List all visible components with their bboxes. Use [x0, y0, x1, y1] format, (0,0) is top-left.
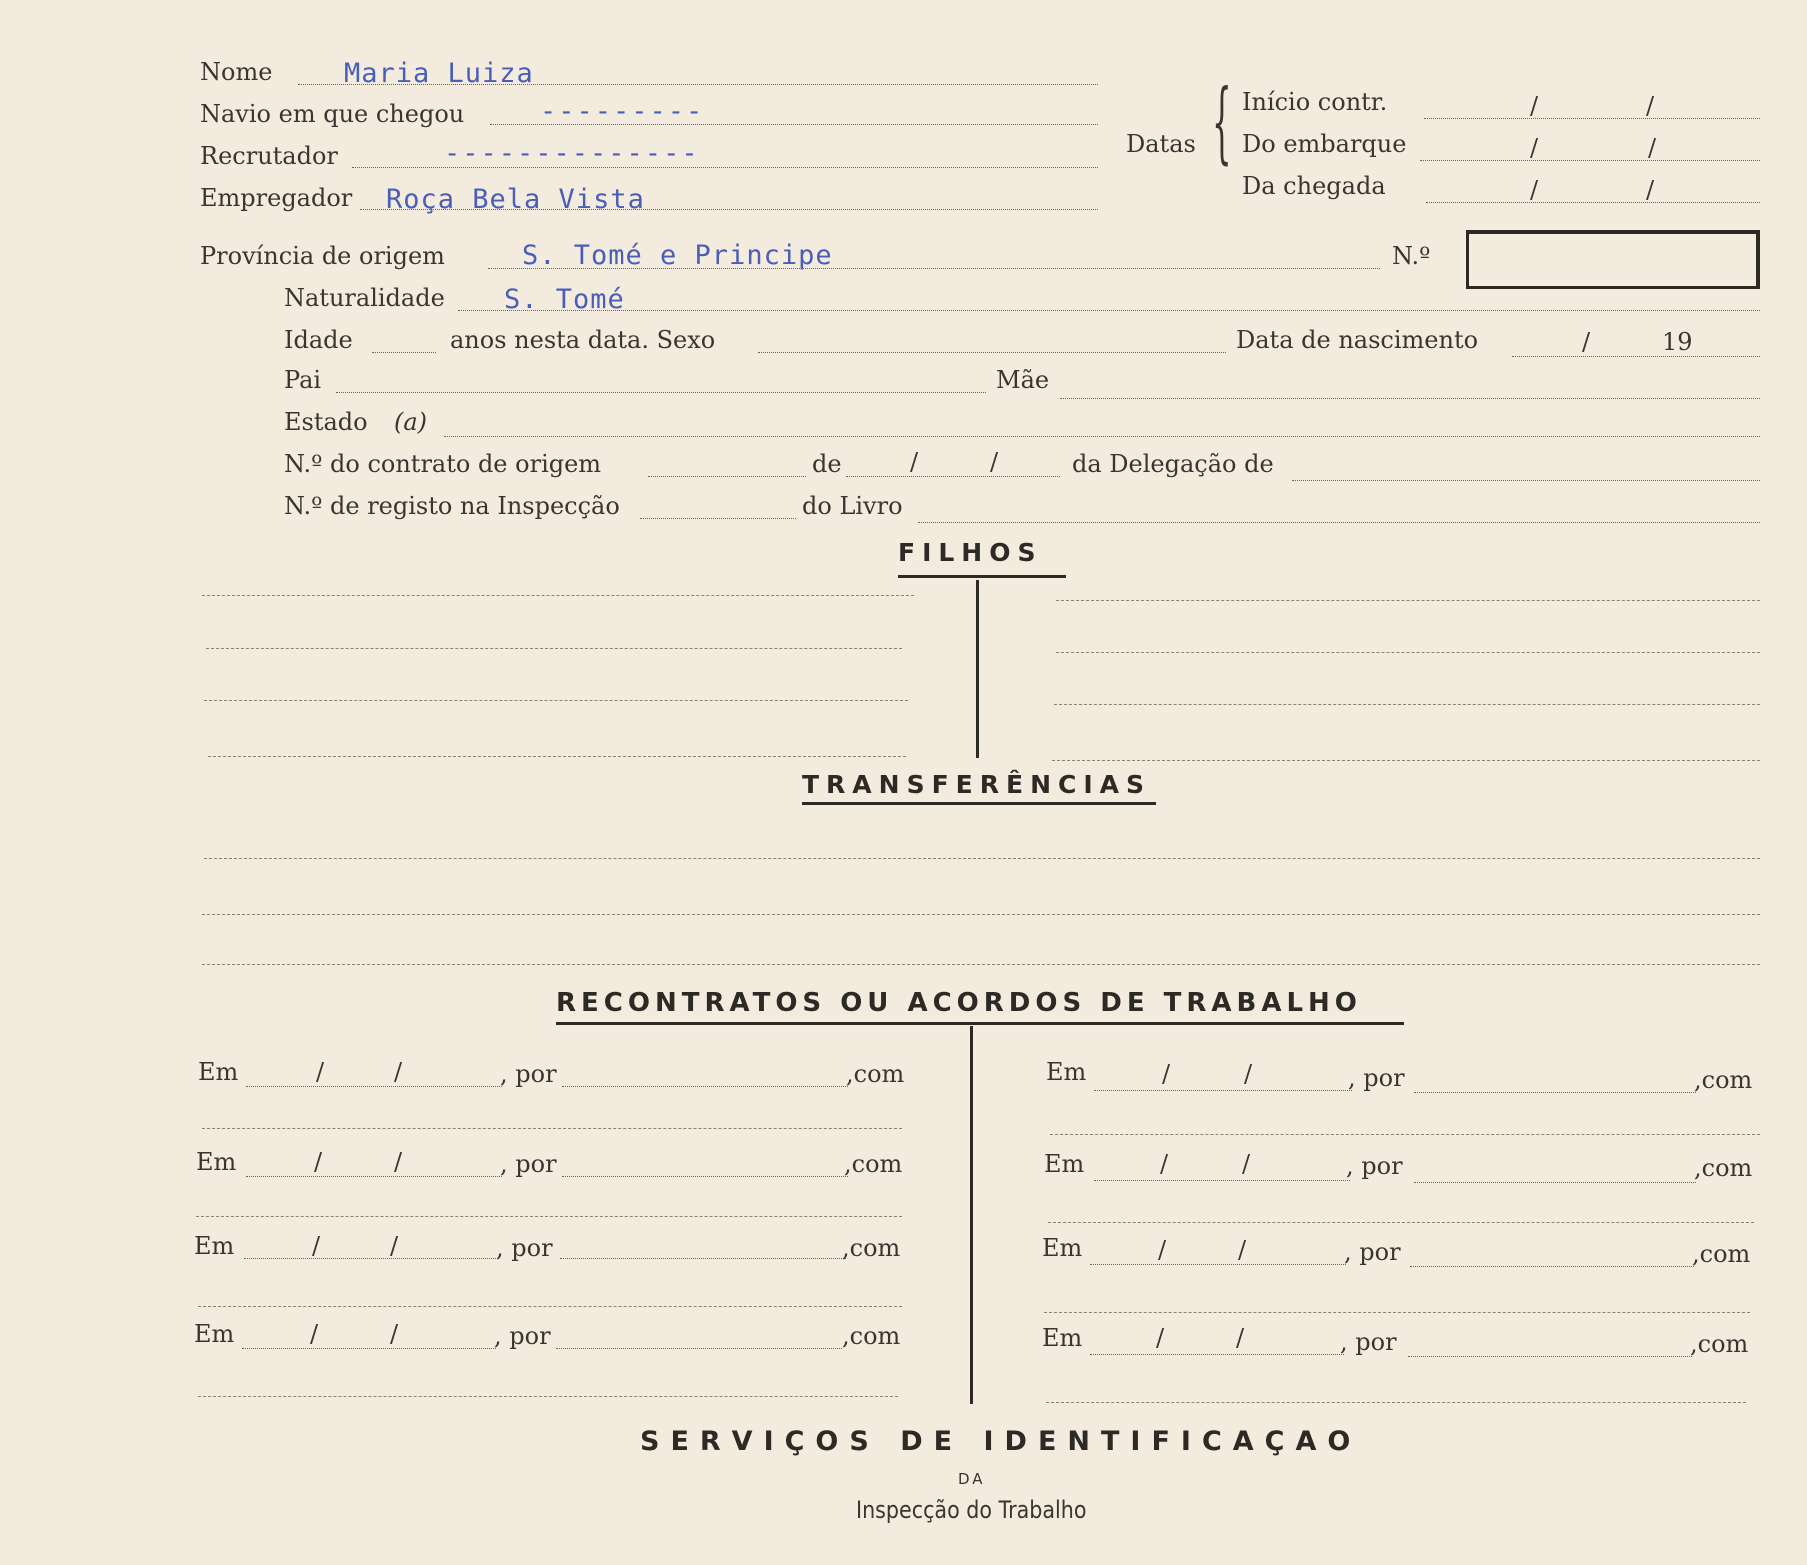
naturalidade-line: [458, 310, 1760, 311]
transferencia-line-3[interactable]: [202, 964, 1760, 965]
inicio-slash-1: /: [1530, 92, 1539, 120]
com-line[interactable]: [198, 1306, 902, 1307]
em-label: Em: [198, 1058, 239, 1086]
em-label: Em: [194, 1320, 235, 1348]
por-label: , por: [1348, 1064, 1405, 1092]
com-label: ,com: [842, 1234, 901, 1262]
contrato-line[interactable]: [648, 476, 806, 477]
em-label: Em: [1044, 1150, 1085, 1178]
em-slash-1: /: [316, 1058, 325, 1086]
em-label: Em: [1046, 1058, 1087, 1086]
recrutador-value[interactable]: --------------: [444, 138, 700, 169]
filho-line-left-3[interactable]: [204, 700, 908, 701]
por-line[interactable]: [1410, 1266, 1694, 1267]
numero-label: N.º: [1392, 242, 1431, 270]
naturalidade-value[interactable]: S. Tomé: [504, 284, 625, 315]
por-label: , por: [1340, 1328, 1397, 1356]
por-label: , por: [500, 1060, 557, 1088]
em-date-line[interactable]: [244, 1258, 498, 1259]
estado-note: (a): [394, 408, 428, 436]
com-label: ,com: [844, 1150, 903, 1178]
filho-line-right-4[interactable]: [1052, 760, 1760, 761]
por-line[interactable]: [562, 1176, 848, 1177]
com-line[interactable]: [1046, 1402, 1746, 1403]
inicio-line[interactable]: [1424, 118, 1760, 119]
em-date-line[interactable]: [1094, 1180, 1350, 1181]
filho-line-right-2[interactable]: [1056, 652, 1760, 653]
livro-label: do Livro: [802, 492, 903, 520]
filhos-divider: [976, 580, 979, 758]
em-slash-1: /: [1156, 1324, 1165, 1352]
com-line[interactable]: [1048, 1222, 1754, 1223]
em-slash-1: /: [314, 1148, 323, 1176]
chegada-label: Da chegada: [1242, 172, 1386, 200]
com-line[interactable]: [196, 1216, 902, 1217]
recontratos-heading: RECONTRATOS OU ACORDOS DE TRABALHO: [556, 988, 1362, 1018]
chegada-slash-1: /: [1530, 176, 1539, 204]
nascimento-19: 19: [1662, 328, 1693, 356]
com-line[interactable]: [202, 1128, 902, 1129]
recontratos-divider: [970, 1026, 973, 1404]
por-label: , por: [500, 1150, 557, 1178]
em-slash-1: /: [1160, 1150, 1169, 1178]
chegada-line[interactable]: [1426, 202, 1760, 203]
nascimento-label: Data de nascimento: [1236, 326, 1479, 354]
delegacao-label: da Delegação de: [1072, 450, 1274, 478]
em-slash-1: /: [1162, 1060, 1171, 1088]
idade-line[interactable]: [372, 352, 436, 353]
em-label: Em: [1042, 1324, 1083, 1352]
em-date-line[interactable]: [246, 1176, 502, 1177]
por-line[interactable]: [1408, 1356, 1692, 1357]
por-line[interactable]: [560, 1258, 846, 1259]
em-slash-2: /: [394, 1148, 403, 1176]
por-label: , por: [1346, 1152, 1403, 1180]
em-slash-1: /: [310, 1320, 319, 1348]
contrato-slash-1: /: [910, 448, 919, 476]
filho-line-left-1[interactable]: [202, 595, 914, 596]
filhos-underline: [898, 575, 1066, 578]
contrato-de-label: de: [812, 450, 842, 478]
numero-box[interactable]: [1466, 230, 1760, 289]
naturalidade-label: Naturalidade: [284, 284, 445, 312]
em-slash-2: /: [394, 1058, 403, 1086]
delegacao-line[interactable]: [1292, 480, 1760, 481]
em-label: Em: [194, 1232, 235, 1260]
inspeccao-label: Inspecção do Trabalho: [856, 1496, 1087, 1524]
contrato-date-line[interactable]: [846, 476, 1060, 477]
em-slash-1: /: [312, 1232, 321, 1260]
com-line[interactable]: [1050, 1134, 1760, 1135]
empregador-label: Empregador: [200, 184, 353, 212]
transferencia-line-1[interactable]: [204, 858, 1760, 859]
nome-value[interactable]: Maria Luiza: [344, 58, 534, 89]
datas-label: Datas: [1126, 130, 1196, 158]
inicio-slash-2: /: [1646, 92, 1655, 120]
recontratos-underline: [556, 1022, 1404, 1025]
com-label: ,com: [846, 1060, 905, 1088]
provincia-label: Província de origem: [200, 242, 445, 270]
embarque-label: Do embarque: [1242, 130, 1407, 158]
filho-line-right-1[interactable]: [1056, 600, 1760, 601]
em-slash-2: /: [1238, 1236, 1247, 1264]
navio-value[interactable]: ---------: [540, 96, 705, 127]
por-line[interactable]: [1414, 1182, 1696, 1183]
provincia-value[interactable]: S. Tomé e Principe: [522, 240, 833, 271]
registo-label: N.º de registo na Inspecção: [284, 492, 620, 520]
com-label: ,com: [842, 1322, 901, 1350]
anos-sexo-label: anos nesta data. Sexo: [450, 326, 716, 354]
recrutador-label: Recrutador: [200, 142, 338, 170]
embarque-line[interactable]: [1420, 160, 1760, 161]
em-date-line[interactable]: [1094, 1090, 1352, 1091]
nascimento-slash: /: [1582, 328, 1591, 356]
da-label: DA: [958, 1470, 986, 1488]
em-slash-2: /: [390, 1232, 399, 1260]
transferencias-underline: [802, 802, 1156, 805]
idade-label: Idade: [284, 326, 353, 354]
livro-line[interactable]: [918, 522, 1760, 523]
mae-line[interactable]: [1060, 398, 1760, 399]
registo-line[interactable]: [640, 518, 796, 519]
estado-label: Estado: [284, 408, 368, 436]
por-line[interactable]: [556, 1348, 842, 1349]
com-label: ,com: [1694, 1154, 1753, 1182]
em-slash-1: /: [1158, 1236, 1167, 1264]
filho-line-left-2[interactable]: [206, 648, 902, 649]
com-label: ,com: [1692, 1240, 1751, 1268]
transferencia-line-2[interactable]: [202, 914, 1760, 915]
inicio-label: Início contr.: [1242, 88, 1388, 116]
chegada-slash-2: /: [1646, 176, 1655, 204]
por-line[interactable]: [562, 1086, 848, 1087]
por-label: , por: [1344, 1238, 1401, 1266]
nascimento-line[interactable]: [1512, 356, 1760, 357]
datas-brace-icon: {: [1212, 70, 1232, 173]
em-date-line[interactable]: [246, 1086, 502, 1087]
embarque-slash-2: /: [1648, 134, 1657, 162]
em-slash-2: /: [1244, 1060, 1253, 1088]
contrato-slash-2: /: [990, 448, 999, 476]
servicos-heading: SERVIÇOS DE IDENTIFICAÇAO: [640, 1426, 1362, 1457]
por-line[interactable]: [1414, 1092, 1696, 1093]
com-line[interactable]: [198, 1396, 898, 1397]
por-label: , por: [494, 1322, 551, 1350]
transferencias-heading: TRANSFERÊNCIAS: [802, 770, 1151, 799]
sexo-line[interactable]: [758, 352, 1226, 353]
em-date-line[interactable]: [242, 1348, 496, 1349]
estado-line[interactable]: [444, 436, 1760, 437]
em-label: Em: [1042, 1234, 1083, 1262]
nome-label: Nome: [200, 58, 273, 86]
em-date-line[interactable]: [1090, 1354, 1344, 1355]
filhos-heading: FILHOS: [898, 538, 1043, 567]
embarque-slash-1: /: [1530, 134, 1539, 162]
em-slash-2: /: [390, 1320, 399, 1348]
com-label: ,com: [1690, 1330, 1749, 1358]
mae-label: Mãe: [996, 366, 1050, 394]
em-date-line[interactable]: [1090, 1264, 1346, 1265]
em-label: Em: [196, 1148, 237, 1176]
em-slash-2: /: [1236, 1324, 1245, 1352]
navio-label: Navio em que chegou: [200, 100, 465, 128]
filho-line-right-3[interactable]: [1054, 704, 1760, 705]
com-label: ,com: [1694, 1066, 1753, 1094]
pai-label: Pai: [284, 366, 322, 394]
com-line[interactable]: [1044, 1312, 1750, 1313]
pai-line[interactable]: [336, 392, 986, 393]
empregador-value[interactable]: Roça Bela Vista: [386, 184, 645, 215]
por-label: , por: [496, 1234, 553, 1262]
contrato-label: N.º do contrato de origem: [284, 450, 602, 478]
filho-line-left-4[interactable]: [208, 756, 906, 757]
em-slash-2: /: [1242, 1150, 1251, 1178]
